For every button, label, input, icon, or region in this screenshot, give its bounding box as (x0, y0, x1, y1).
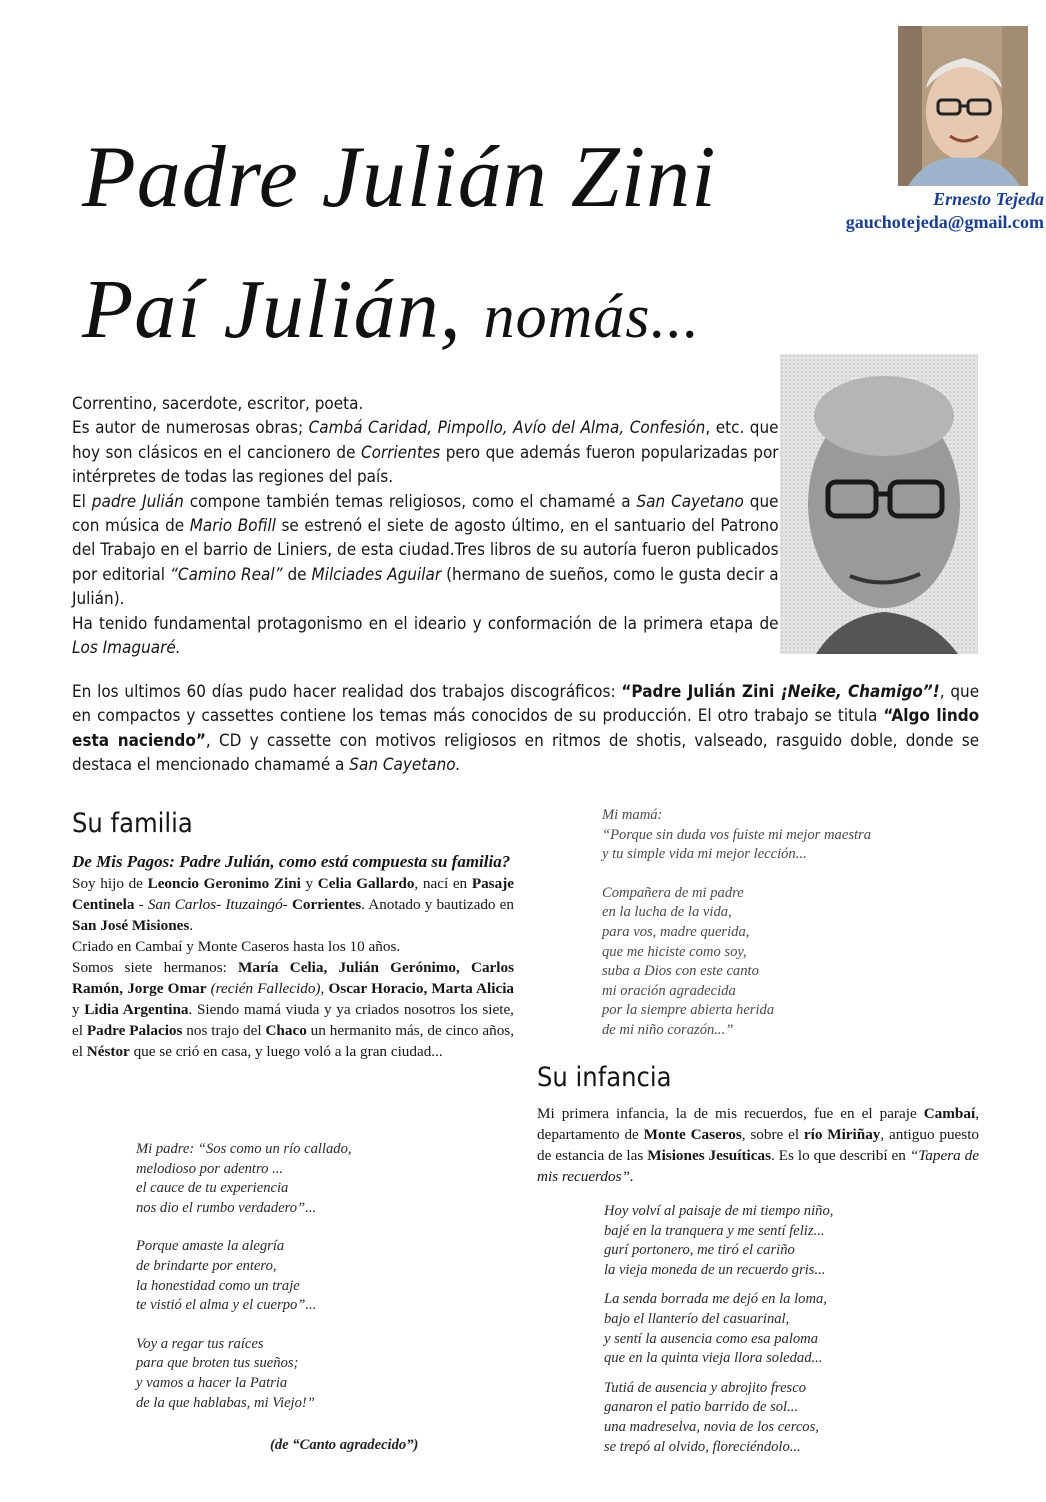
place-name: Misiones Jesuíticas (647, 1147, 771, 1164)
text-run: , CD y cassette con motivos religiosos en ritmos de shotis, valseado, rasguido doble, donde se destaca el mencionado chamamé a (72, 730, 980, 775)
intro-text-wide (72, 680, 979, 778)
album-title: “Algo lindo esta naciendo” (72, 706, 980, 750)
song-title: San Cayetano (636, 491, 744, 511)
text-run: , etc. que hoy son clásicos en el cancionero de (72, 418, 779, 462)
song-title: San Cayetano. (349, 755, 461, 775)
poem-stanza: Porque amaste la alegría de brindarte por entero, la honestidad como un traje te vistió el alma y el cuerpo”... (136, 1238, 317, 1314)
section-heading-familia: Su familia (72, 808, 193, 839)
publisher-name: “Camino Real” (169, 564, 283, 584)
poem-padre (136, 1140, 466, 1432)
album-title-italic: ¡Neike, Chamigo”! (780, 682, 940, 701)
text-run: . (189, 917, 194, 934)
subject-photo (780, 354, 978, 654)
subject-portrait-image (780, 354, 978, 654)
title-line-1: Padre Julián Zini (82, 129, 717, 226)
intro-paragraph (72, 680, 979, 778)
text-run: (hermano de sueños, como le gusta decir a Julián). (72, 564, 779, 609)
place-name: Corrientes (291, 896, 362, 913)
text-run: , sobre el (741, 1126, 804, 1143)
text-run: pero que además fueron popularizadas por intérpretes de todas las regiones del país. (72, 442, 779, 487)
poem-stanza: Hoy volví al paisaje de mi tiempo niño, bajé en la tranquera y me sentí feliz... gurí portonero, me tiró el cariño la vieja moneda de un recuerdo gris... (604, 1203, 834, 1278)
text-run: y (300, 875, 318, 892)
text-run: El (72, 491, 92, 511)
poem-infancia (604, 1202, 974, 1467)
poem-stanza: Compañera de mi padre en la lucha de la vida, para vos, madre querida, que me hiciste como soy, suba a Dios con este canto mi oración agradecida por la siempre abierta herida de mi niño corazón...” (602, 884, 775, 1038)
sibling-names: Lidia Argentina (84, 1001, 189, 1018)
familia-paragraph (72, 957, 514, 1062)
place-name: Monte Caseros (643, 1126, 742, 1143)
intro-paragraph (72, 612, 779, 661)
author-email: gauchotejeda@gmail.com (845, 212, 1044, 232)
text-run: . Es lo que describí en (771, 1147, 910, 1164)
text-run: Soy hijo de (72, 875, 148, 892)
poem-stanza: La senda borrada me dejó en la loma, bajo el llanterío del casuarinal, y sentí la ausencia como esa paloma que en la quinta vieja llora soledad... (604, 1291, 827, 1367)
intro-paragraph (72, 490, 779, 612)
text-run: y (72, 1001, 85, 1018)
text-run: Somos siete hermanos: (72, 959, 239, 976)
poem-source: (de “Canto agradecido”) (270, 1437, 419, 1453)
place-name: río Miriñay (803, 1126, 881, 1143)
note: (recién Fallecido), (210, 980, 325, 997)
title-line-2-small: nomás... (483, 283, 701, 351)
section-familia (72, 808, 206, 839)
interview-question: De Mis Pagos: Padre Julián, como está compuesta su familia? (72, 852, 511, 871)
intro-paragraph (72, 416, 779, 489)
text-run: - (134, 896, 148, 913)
title-line-2 (82, 262, 700, 365)
text-run: nos trajo del (182, 1022, 266, 1039)
person-name: Néstor (86, 1043, 130, 1060)
familia-paragraph: Criado en Cambaí y Monte Caseros hasta los 10 años. (72, 938, 401, 955)
group-name: Los Imaguaré. (72, 638, 181, 658)
place-name: Pasaje Centinela (72, 875, 514, 913)
place-name: San José Misiones (72, 917, 190, 934)
section-heading-infancia: Su infancia (537, 1062, 672, 1093)
work-titles: Cambá Caridad, Pimpollo, Avío del Alma, Confesión (308, 418, 706, 438)
place-name: Cambaí (923, 1105, 976, 1122)
text-run: , antiguo puesto de estancia de las (537, 1126, 980, 1164)
place-name: Corrientes (360, 442, 441, 462)
person-name: Celia Gallardo (317, 875, 415, 892)
text-run: En los ultimos 60 días pudo hacer realidad dos trabajos discográficos: (72, 682, 622, 701)
place-name: Chaco (265, 1022, 307, 1039)
poem-stanza: Mi padre: “Sos como un río callado, melodioso por adentro ... el cauce de tu experiencia nos dio el rumbo verdadero”... (136, 1141, 352, 1216)
sibling-names: María Celia, Julián Gerónimo, Carlos Ramón, Jorge Omar (72, 959, 514, 997)
poem-mama (602, 806, 962, 1060)
text-run: de (282, 564, 312, 584)
intro-p1: Correntino, sacerdote, escritor, poeta. (72, 394, 364, 413)
text-run: , nací en (414, 875, 472, 892)
familia-body (72, 850, 514, 1062)
text-run: Es autor de numerosas obras; (72, 418, 309, 438)
poem-stanza: Voy a regar tus raíces para que broten tus sueños; y vamos a hacer la Patria de la que hablabas, mi Viejo!” (136, 1335, 315, 1411)
person-name: Padre Palacios (86, 1022, 183, 1039)
person-name: padre Julián (91, 491, 184, 511)
sibling-names: Oscar Horacio, Marta Alicia (328, 980, 515, 997)
author-name: Ernesto Tejeda (933, 189, 1044, 209)
poem-stanza: Tutiá de ausencia y abrojito fresco ganaron el patio barrido de sol... una madreselva, novia de los cercos, se trepó al olvido, floreciéndolo... (604, 1379, 819, 1455)
person-name: Leoncio Geronimo Zini (147, 875, 301, 892)
author-portrait-image (898, 26, 1028, 186)
text-run: . Siendo mamá viuda y ya criados nosotros los siete, el (72, 1001, 514, 1039)
text-run: , que en compactos y cassettes contiene los temas más conocidos de su producción. El otro trabajo se titula (72, 682, 980, 726)
author-photo (898, 26, 1028, 186)
text-run: , departamento de (537, 1105, 979, 1143)
person-name: Milciades Aguilar (311, 564, 442, 584)
person-name: Mario Bofill (189, 516, 276, 536)
text-run: . Anotado y bautizado en (361, 896, 514, 913)
text-run: Ha tenido fundamental protagonismo en el ideario y conformación de la primera etapa de (72, 613, 779, 633)
familia-paragraph (72, 873, 514, 936)
text-run: un hermanito más, de cinco años, el (72, 1022, 514, 1060)
text-run: que se crió en casa, y luego voló a la gran ciudad... (129, 1043, 443, 1060)
poem-title: “Tapera de mis recuerdos”. (537, 1147, 980, 1185)
section-infancia (537, 1062, 687, 1093)
title-line-2-main: Paí Julián, (82, 263, 462, 356)
infancia-body (537, 1103, 979, 1187)
album-title: “Padre Julián Zini (621, 682, 781, 701)
poem-stanza: Mi mamá: “Porque sin duda vos fuiste mi mejor maestra y tu simple vida mi mejor lección... (602, 807, 872, 863)
text-run: que con música de (72, 491, 779, 536)
text-run: se estrenó el siete de agosto último, en el santuario del Patrono del Trabajo en el barrio de Liniers, de esta ciudad.Tres libros de su autoría fueron publicados por editorial (72, 516, 779, 584)
text-run: compone también temas religiosos, como el chamamé a (183, 491, 637, 511)
text-run: Mi primera infancia, la de mis recuerdos, fue en el paraje (537, 1105, 924, 1122)
intro-paragraph (72, 392, 779, 416)
infancia-paragraph (537, 1103, 979, 1187)
place-name: San Carlos- Ituzaingó- (147, 896, 288, 913)
intro-text (72, 392, 779, 660)
